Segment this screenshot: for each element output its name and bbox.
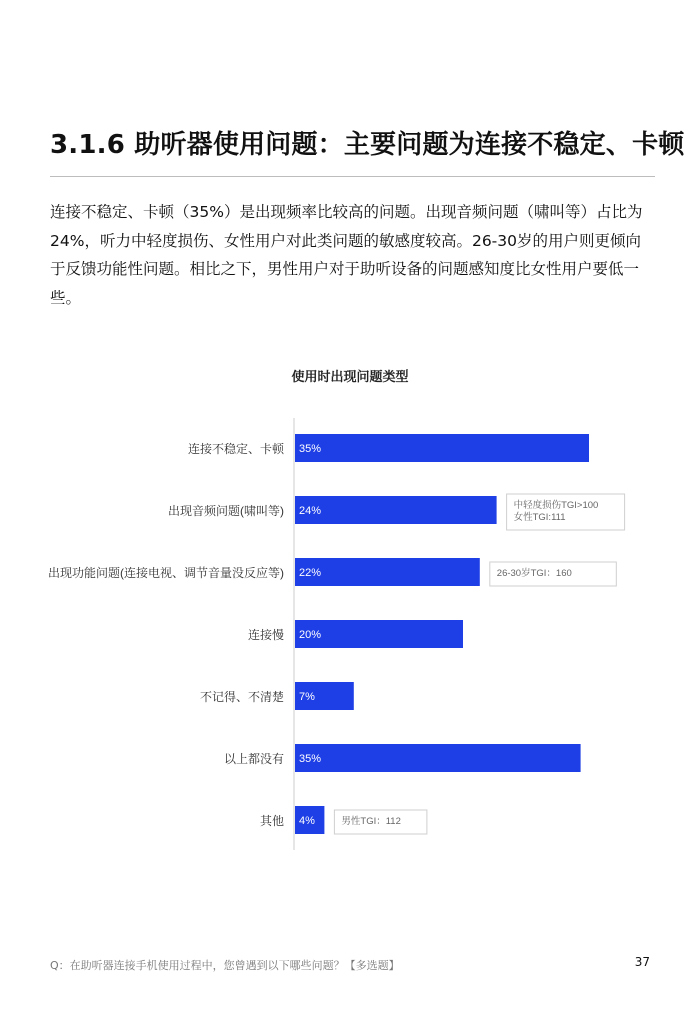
data-label: 4%: [299, 815, 315, 827]
category-label: 连接慢: [247, 628, 284, 642]
tgi-annotation-text: 女性TGI:111: [513, 512, 566, 523]
category-label: 其他: [259, 814, 284, 828]
section-heading: 3.1.6 助听器使用问题：主要问题为连接不稳定、卡顿: [50, 130, 685, 160]
chart-title: 使用时出现问题类型: [291, 370, 409, 385]
category-label: 以上都没有: [223, 752, 284, 766]
data-label: 35%: [299, 753, 322, 765]
bar: [295, 744, 581, 772]
data-label: 22%: [299, 567, 322, 579]
intro-paragraph: 连接不稳定、卡顿（35%）是出现频率比较高的问题。出现音频问题（啸叫等）占比为24%，听力中轻度损伤、女性用户对此类问题的敏感度较高。26-30岁的用户则更倾向于反馈功能性问题。相比之下，男性用户对于助听设备的问题感知度比女性用户要低一些。: [50, 203, 643, 307]
data-label: 7%: [299, 691, 315, 703]
category-label: 出现功能问题(连接电视、调节音量没反应等): [48, 566, 284, 580]
category-label: 连接不稳定、卡顿: [187, 442, 284, 456]
bar: [295, 558, 480, 586]
data-label: 20%: [299, 629, 322, 641]
page-number: 37: [634, 955, 650, 969]
tgi-annotation-text: 男性TGI：112: [341, 816, 401, 827]
survey-question-footnote: Q：在助听器连接手机使用过程中，您曾遇到以下哪些问题？【多选题】: [50, 959, 400, 972]
category-label: 出现音频问题(啸叫等): [168, 504, 284, 518]
bar: [295, 496, 497, 524]
bar: [295, 434, 589, 462]
category-label: 不记得、不清楚: [199, 690, 284, 704]
tgi-annotation-text: 中轻度损伤TGI>100: [513, 500, 599, 511]
tgi-annotation-text: 26-30岁TGI：160: [496, 568, 572, 579]
data-label: 35%: [299, 443, 322, 455]
data-label: 24%: [299, 505, 322, 517]
